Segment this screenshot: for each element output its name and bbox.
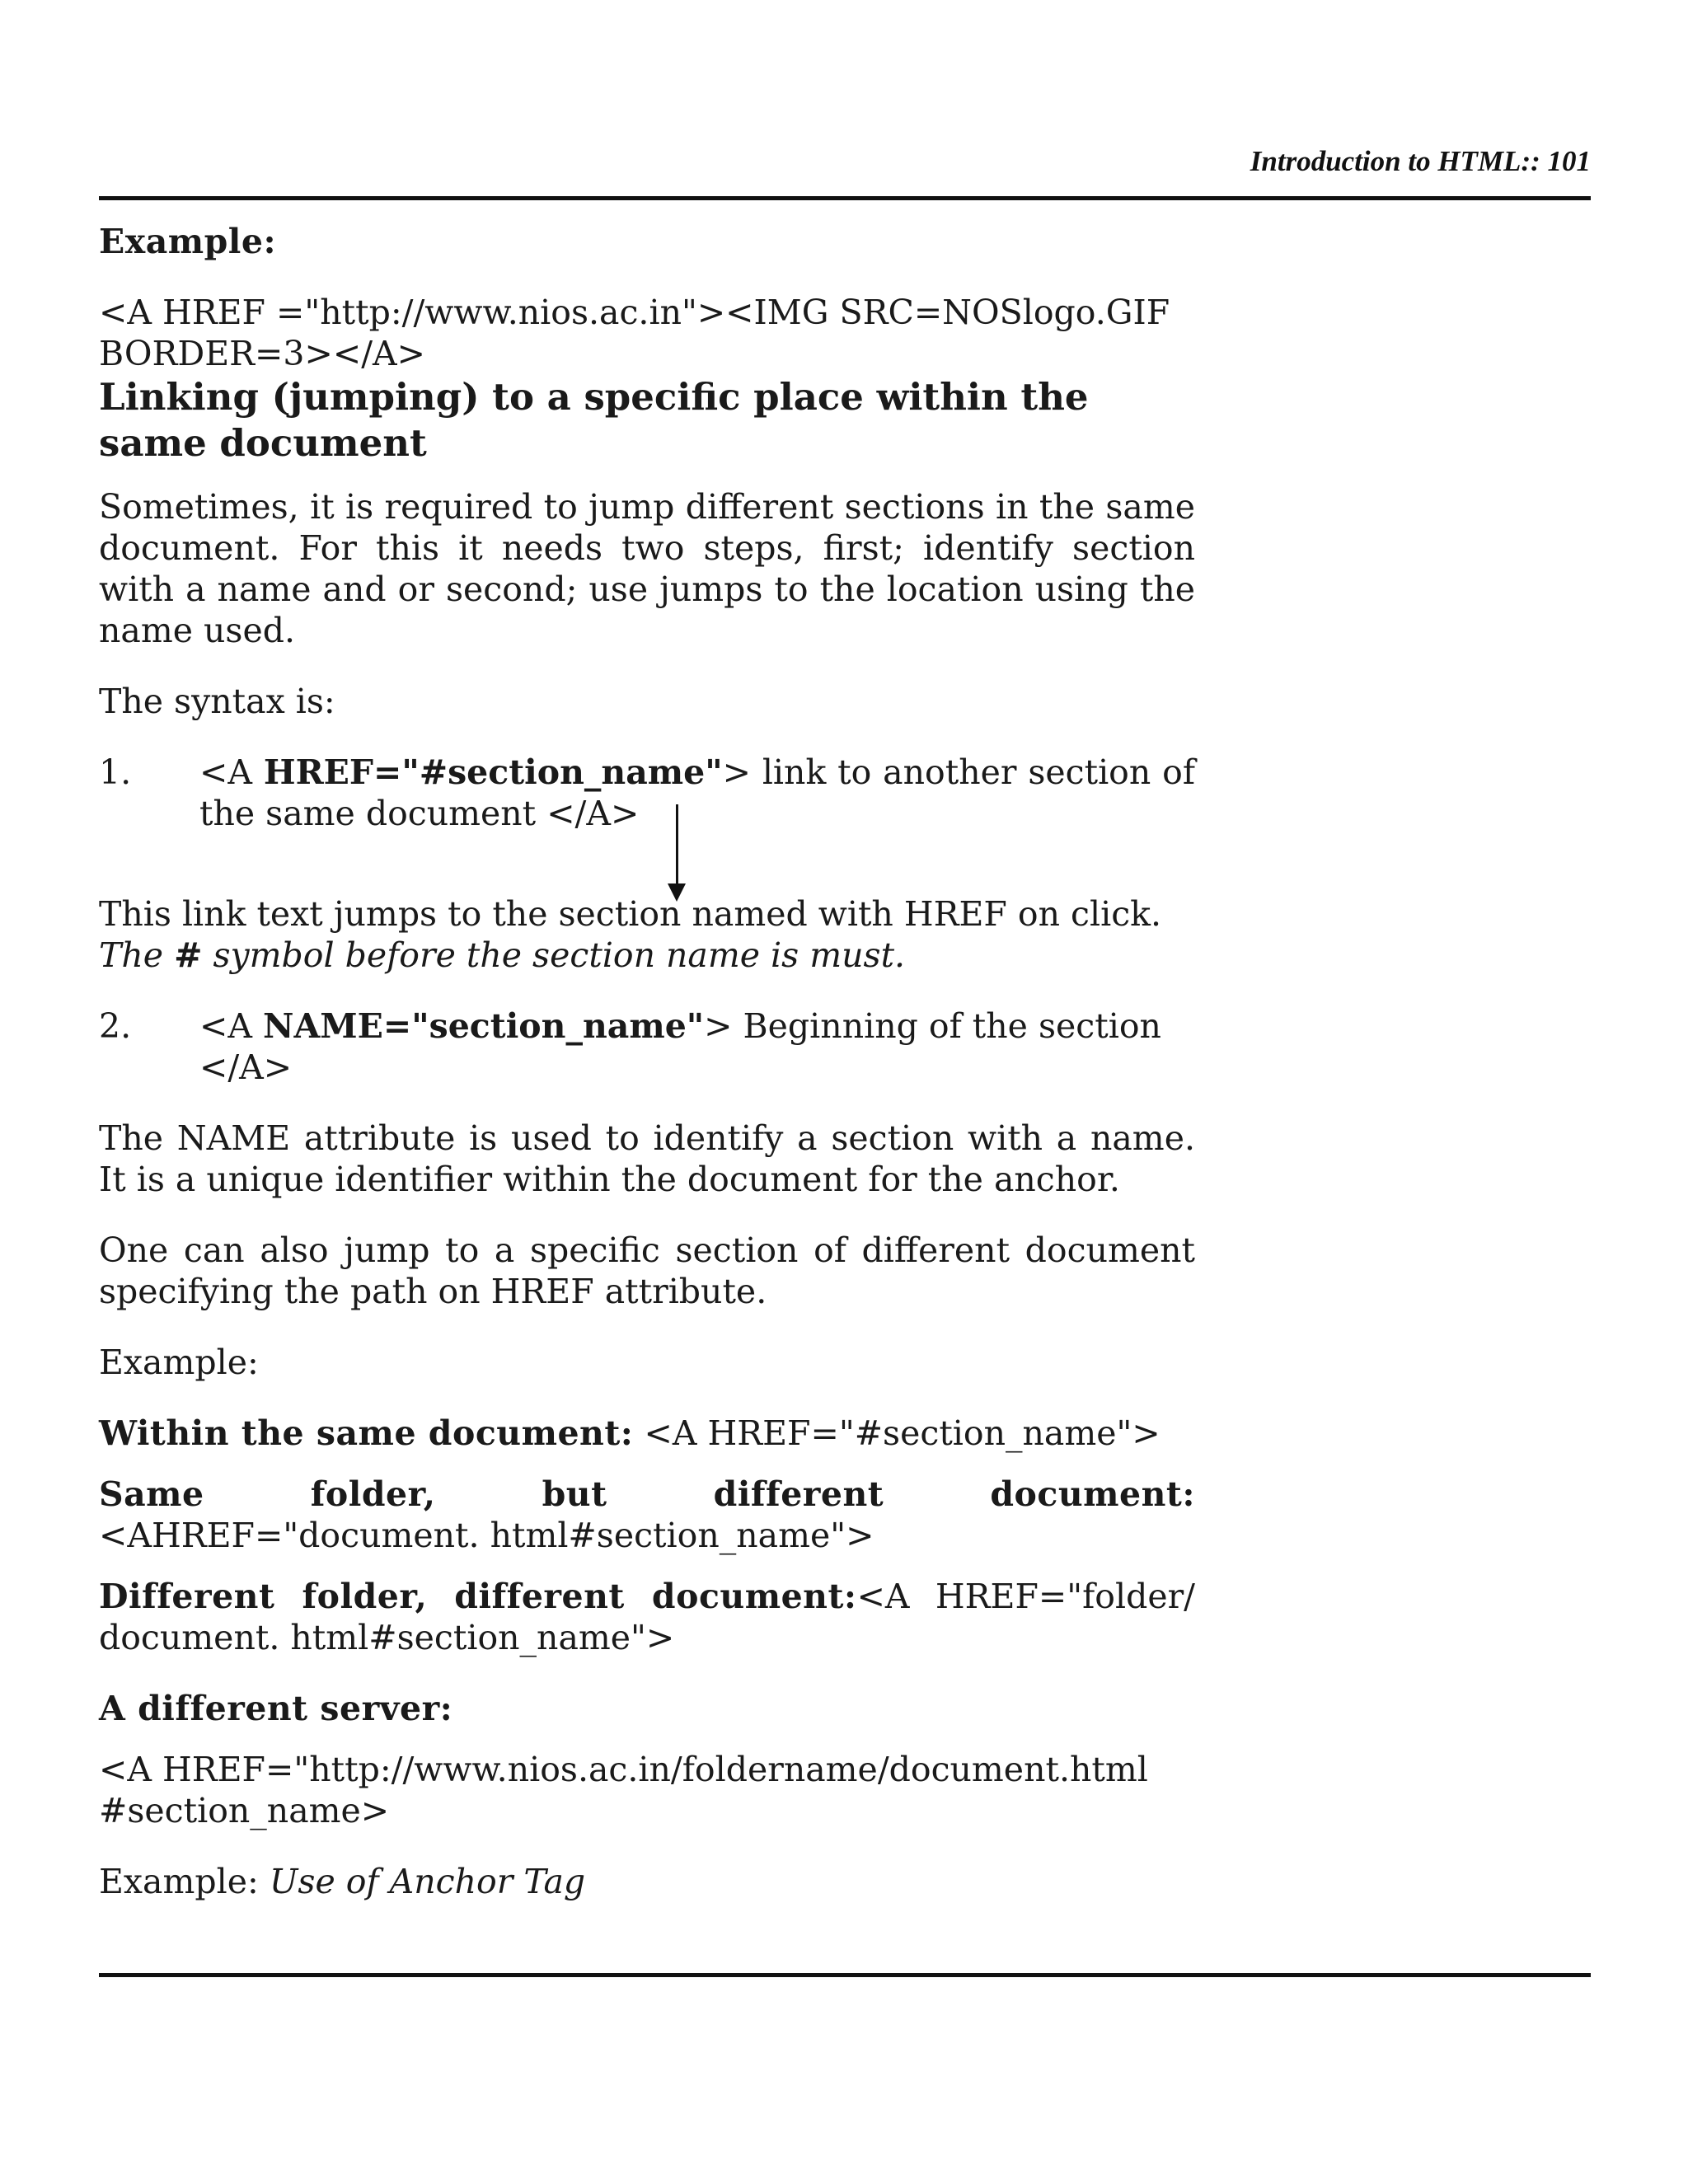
within-label: Within the same document: — [99, 1413, 634, 1453]
within-same-document — [99, 1413, 1195, 1454]
syntax-item-1 — [99, 752, 1195, 834]
server-code-line1: <A HREF="http://www.nios.ac.in/foldername/document.html — [99, 1750, 1148, 1789]
example-code-line2: BORDER=3></A> — [99, 334, 425, 373]
item-prefix: <A — [199, 752, 264, 792]
item-number: 2. — [99, 1006, 132, 1046]
different-server-label: A different server: — [99, 1689, 453, 1728]
same-folder-different-document — [99, 1474, 1195, 1556]
example-label: Example: — [99, 222, 277, 261]
final-example-title: Use of Anchor Tag — [269, 1862, 586, 1901]
arrow-down-icon — [668, 883, 686, 902]
jump-explanation — [99, 893, 1195, 976]
item-text — [199, 1005, 1195, 1088]
within-code: <A HREF="#section_name"> — [633, 1413, 1160, 1453]
name-attribute-paragraph: The NAME attribute is used to identify a section with a name. It is a unique identifier within the document for the anchor. — [99, 1118, 1195, 1199]
item-bold-attr: NAME="section_name" — [263, 1006, 705, 1046]
diff-folder-label: Different folder, different document: — [99, 1577, 857, 1616]
item-text — [199, 752, 1195, 834]
arrow-shaft — [676, 804, 678, 885]
hash-note — [99, 935, 905, 975]
item-number: 1. — [99, 752, 132, 792]
pointer-arrow — [99, 834, 1195, 893]
item-bold-attr: HREF="#section_name" — [263, 752, 723, 792]
intro-paragraph: Sometimes, it is required to jump different sections in the same document. For this it needs two steps, first; identify section with a name and or second; use jumps to the location using the name used. — [99, 487, 1195, 650]
item-prefix: <A — [199, 1006, 263, 1046]
same-folder-code: <AHREF="document. html#section_name"> — [99, 1516, 874, 1555]
different-folder-document — [99, 1576, 1195, 1658]
footer-rule — [99, 1973, 1591, 1977]
running-head: Introduction to HTML:: 101 — [1250, 145, 1591, 177]
hash-note-post: symbol before the section name is must. — [202, 935, 906, 975]
item-suffix: > Beginning of the section </A> — [199, 1006, 1161, 1087]
syntax-item-2 — [99, 1005, 1195, 1088]
final-example — [99, 1861, 1195, 1902]
hash-note-pre: The — [99, 935, 175, 975]
diff-folder-code: <A HREF="folder/ document. html#section_name"> — [99, 1577, 1195, 1657]
path-paragraph: One can also jump to a specific section of different document specifying the path on HREF attribute. — [99, 1230, 1195, 1311]
section-heading: Linking (jumping) to a specific place within the same document — [99, 375, 1089, 465]
server-code-line2: #section_name> — [99, 1791, 390, 1830]
item-suffix: > link to another section of the same document </A> — [199, 752, 1195, 833]
different-server-code — [99, 1749, 1195, 1831]
example-code-line1: <A HREF ="http://www.nios.ac.in"><IMG SRC=NOSlogo.GIF — [99, 293, 1170, 332]
final-example-label: Example: — [99, 1862, 270, 1901]
syntax-label: The syntax is: — [99, 682, 335, 721]
example-code — [99, 292, 1195, 374]
jump-text: This link text jumps to the section named with HREF on click. — [99, 894, 1162, 934]
same-folder-label: Same folder, but different document: — [99, 1474, 1195, 1514]
page-content — [99, 221, 1195, 1902]
hash-symbol: # — [174, 935, 203, 975]
example2-label: Example: — [99, 1343, 259, 1382]
header-rule — [99, 196, 1591, 200]
